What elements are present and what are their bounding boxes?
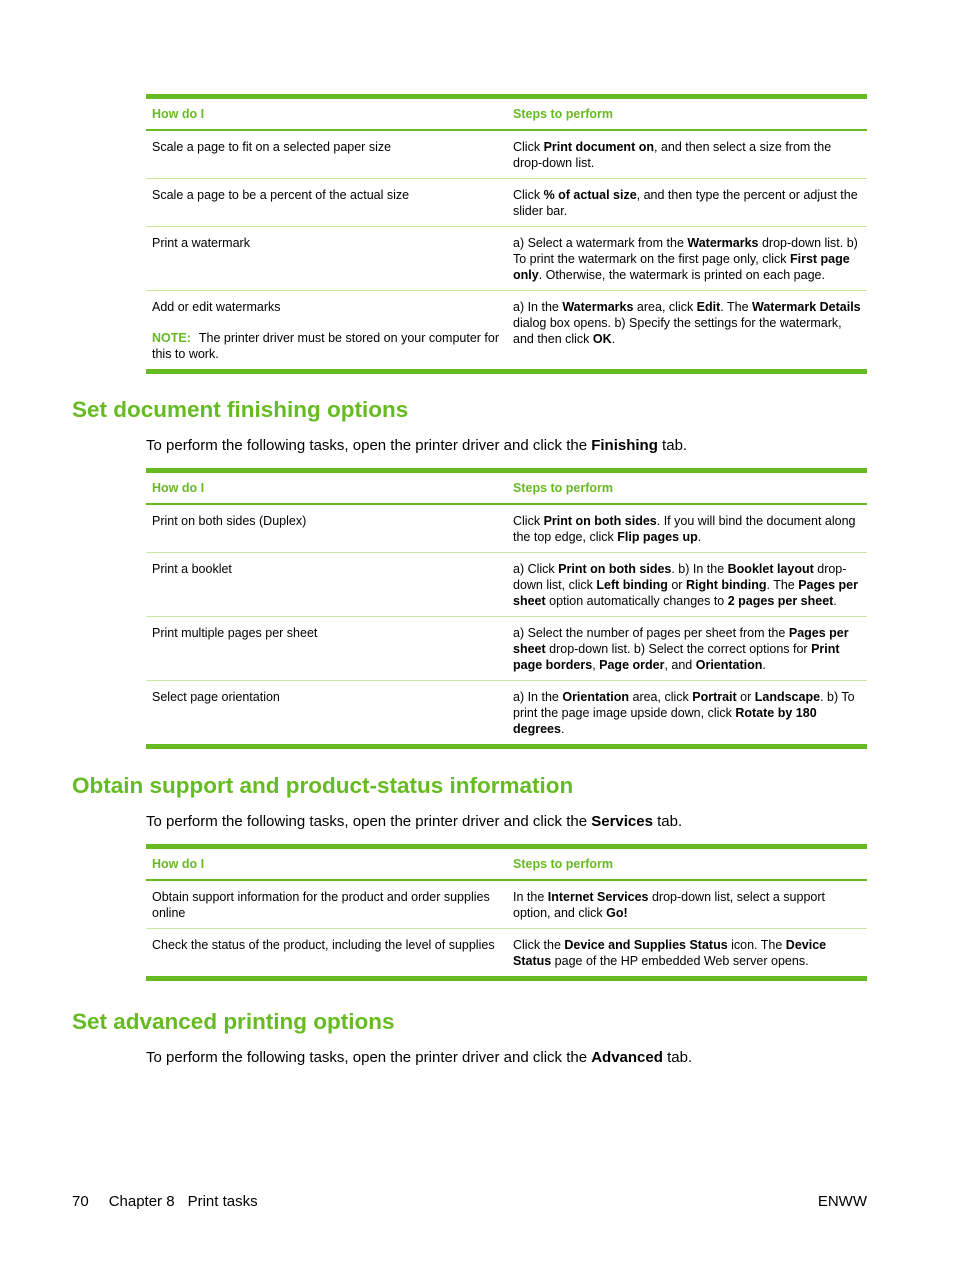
task-cell <box>146 291 507 369</box>
table-header <box>146 473 867 505</box>
steps-cell: a) In the Watermarks area, click Edit. The Watermark Details dialog box opens. b) Specify the settings for the watermark, and then click OK. <box>513 300 861 346</box>
task-cell: Obtain support information for the product and order supplies online <box>152 890 490 920</box>
task-cell: Print multiple pages per sheet <box>152 626 318 640</box>
section-intro-support: To perform the following tasks, open the printer driver and click the Services tab. <box>146 813 683 830</box>
emphasis-text: OK <box>592 332 612 346</box>
task-cell: Select page orientation <box>152 690 280 704</box>
table-row <box>146 505 867 552</box>
column-header-how-do-i: How do I <box>152 481 205 495</box>
emphasis-text: Device and Supplies Status <box>564 938 728 952</box>
column-header-steps: Steps to perform <box>513 857 614 871</box>
table-row <box>146 616 867 680</box>
emphasis-text: 2 pages per sheet <box>727 594 834 608</box>
emphasis-text: Orientation <box>562 690 630 704</box>
table-support-status <box>146 844 867 981</box>
emphasis-text: Pages per sheet <box>513 626 849 656</box>
emphasis-text: First page only <box>513 252 850 282</box>
steps-cell: a) Select the number of pages per sheet from the Pages per sheet drop-down list. b) Select the correct options for Print page borders, Page order, and Orientation. <box>513 626 849 672</box>
task-cell: Check the status of the product, including the level of supplies <box>152 938 495 952</box>
emphasis-text: Landscape <box>754 690 821 704</box>
steps-cell: Click % of actual size, and then type the percent or adjust the slider bar. <box>513 188 858 218</box>
emphasis-text: Right binding <box>685 578 767 592</box>
steps-cell: Click Print document on, and then select a size from the drop-down list. <box>513 140 832 170</box>
column-header-how-do-i: How do I <box>152 857 205 871</box>
emphasis-text: Rotate by 180 degrees <box>513 706 817 736</box>
emphasis-text: % of actual size <box>543 188 637 202</box>
task-cell: Print on both sides (Duplex) <box>152 514 307 528</box>
section-heading-finishing: Set document finishing options <box>72 397 409 422</box>
task-cell: Print a watermark <box>152 236 250 250</box>
section-intro-finishing: To perform the following tasks, open the printer driver and click the Finishing tab. <box>146 437 688 454</box>
emphasis-text: Finishing <box>591 437 658 454</box>
emphasis-text: Watermark Details <box>752 300 861 314</box>
section-heading-advanced: Set advanced printing options <box>72 1009 395 1034</box>
emphasis-text: Print page borders <box>513 642 840 672</box>
emphasis-text: Booklet layout <box>727 562 814 576</box>
task-cell: Print a booklet <box>152 562 232 576</box>
emphasis-text: Watermarks <box>562 300 634 314</box>
footer-left <box>72 1193 258 1210</box>
steps-cell: a) Click Print on both sides. b) In the Booklet layout drop-down list, click Left binding or Right binding. The Pages per sheet option automatically changes to 2 pages per sheet. <box>513 562 858 608</box>
table-header <box>146 99 867 131</box>
table-row <box>146 226 867 290</box>
emphasis-text: Print document on <box>543 140 654 154</box>
note <box>152 330 501 362</box>
note-label: NOTE: <box>152 331 191 345</box>
steps-cell: Click Print on both sides. If you will bind the document along the top edge, click Flip pages up. <box>513 514 856 544</box>
steps-cell: a) In the Orientation area, click Portrait or Landscape. b) To print the page image upside down, click Rotate by 180 degrees. <box>513 690 855 736</box>
footer-right: ENWW <box>817 1193 867 1210</box>
emphasis-text: Services <box>591 813 653 830</box>
table-header <box>146 849 867 881</box>
table-row <box>146 928 867 976</box>
emphasis-text: Edit <box>696 300 721 314</box>
table-row <box>146 131 867 178</box>
chapter-label: Chapter 8 <box>108 1193 175 1210</box>
emphasis-text: Advanced <box>591 1049 663 1066</box>
column-header-how-do-i: How do I <box>152 107 205 121</box>
emphasis-text: Portrait <box>692 690 737 704</box>
section-heading-support: Obtain support and product-status information <box>72 773 574 798</box>
steps-cell: In the Internet Services drop-down list, select a support option, and click Go! <box>513 890 825 920</box>
task-cell: Scale a page to fit on a selected paper size <box>152 140 392 154</box>
emphasis-text: Print on both sides <box>543 514 657 528</box>
table-row <box>146 881 867 928</box>
column-header-steps: Steps to perform <box>513 107 614 121</box>
section-intro-advanced: To perform the following tasks, open the printer driver and click the Advanced tab. <box>146 1049 693 1066</box>
page-number: 70 <box>72 1193 89 1210</box>
steps-cell: Click the Device and Supplies Status icon. The Device Status page of the HP embedded Web server opens. <box>513 938 827 968</box>
emphasis-text: Flip pages up <box>617 530 698 544</box>
column-header-steps: Steps to perform <box>513 481 614 495</box>
chapter-title: Print tasks <box>187 1193 258 1210</box>
table-watermark-scaling <box>146 94 867 374</box>
emphasis-text: Internet Services <box>547 890 649 904</box>
emphasis-text: Device Status <box>513 938 827 968</box>
emphasis-text: Left binding <box>596 578 668 592</box>
task-text: Add or edit watermarks <box>152 300 281 314</box>
steps-cell: a) Select a watermark from the Watermarks drop-down list. b) To print the watermark on the first page only, click First page only. Otherwise, the watermark is printed on each page. <box>513 236 858 282</box>
emphasis-text: Watermarks <box>687 236 759 250</box>
table-finishing-options <box>146 468 867 749</box>
task-cell: Scale a page to be a percent of the actual size <box>152 188 410 202</box>
emphasis-text: Orientation <box>695 658 763 672</box>
table-row <box>146 552 867 616</box>
emphasis-text: Pages per sheet <box>513 578 858 608</box>
emphasis-text: Go! <box>606 906 628 920</box>
table-row <box>146 680 867 744</box>
note-text: The printer driver must be stored on your computer for this to work. <box>152 331 500 361</box>
table-row <box>146 178 867 226</box>
table-row <box>146 290 867 369</box>
emphasis-text: Print on both sides <box>558 562 672 576</box>
emphasis-text: Page order <box>599 658 665 672</box>
